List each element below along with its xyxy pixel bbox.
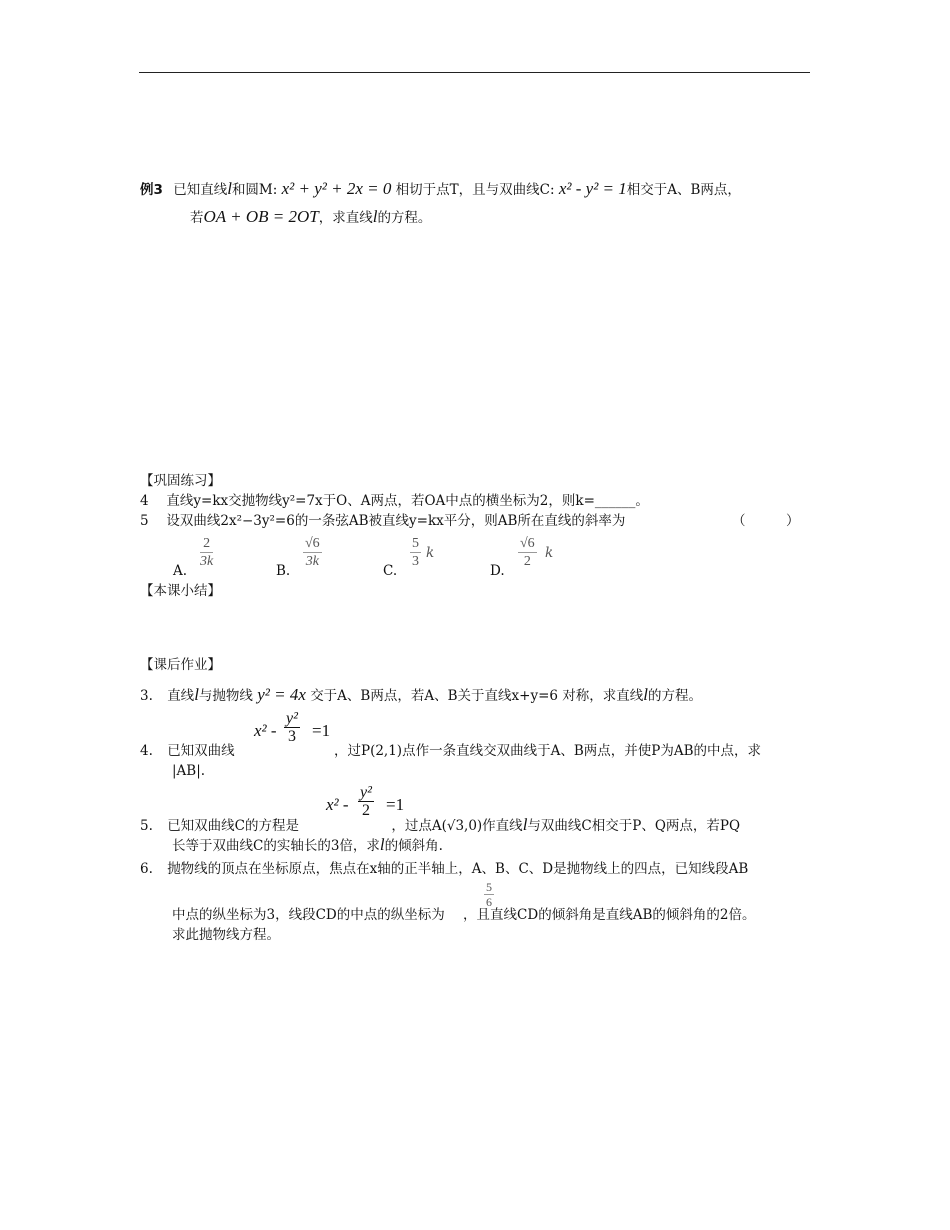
hw4-eq-right: =1 [312,721,331,740]
hw5-eq-right: =1 [386,795,405,814]
text: 抛物线的顶点在坐标原点，焦点在x轴的正半轴上，A、B、C、D是抛物线上的四点，已知线段AB [167,861,749,877]
circle-equation: x² + y² + 2x = 0 [281,179,392,198]
line-symbol-l: l [643,685,649,704]
text: 若 [190,210,204,226]
homework-q5 [140,816,740,835]
numerator: √6 [305,536,320,551]
example3-line1 [140,180,741,199]
hyperbola-equation: x² - y² = 1 [558,179,627,198]
line-symbol-l: l [372,207,378,226]
text: ，且直线CD的倾斜角是直线AB的倾斜角的2倍。 [463,907,756,923]
text: 的方程。 [377,210,432,226]
numerator: 2 [200,535,213,553]
question-number: 4. [140,743,153,759]
denominator: 2 [361,802,370,819]
option-b-letter: B. [276,563,291,579]
homework-q4 [140,742,761,760]
practice-q4: 4 直线y=kx交抛物线y²=7x于O、A两点，若OA中点的横坐标为2，则k=______。 [140,493,649,509]
denominator: 6 [486,895,492,909]
numerator: 5 [486,880,492,894]
denominator: 3 [287,728,296,745]
homework-heading: 【课后作业】 [140,657,221,673]
question-number: 6. [140,861,153,877]
homework-q3 [140,686,702,705]
text: ，过点A(√3,0)作直线 [391,818,523,834]
numerator: 5 [412,536,419,551]
denominator: 3k [200,554,214,569]
line-symbol-l: l [227,179,232,198]
hw5-eq-left: x² - [326,795,349,814]
option-a-letter: A. [173,563,188,579]
header-rule [139,72,810,73]
homework-q6-cont2: 求此抛物线方程。 [172,927,280,943]
text: 已知直线 [173,182,228,198]
text: ，过P(2,1)点作一条直线交双曲线于A、B两点，并使P为AB的中点，求 [333,743,761,759]
denominator: 3k [305,554,319,569]
text: 与抛物线 [198,688,253,704]
denominator: 2 [523,554,531,569]
text: 交于A、B两点，若A、B关于直线x+y=6 对称，求直线 [310,688,644,704]
numerator: y² [286,710,298,727]
option-c-letter: C. [383,563,398,579]
text: 与双曲线C相交于P、Q两点，若PQ [527,818,741,834]
numerator: y² [360,784,372,801]
text: ，求直线 [318,210,373,226]
numerator: √6 [520,536,535,551]
line-symbol-l: l [194,685,199,704]
text: 中点的纵坐标为3，线段CD的中点的纵坐标为 [172,907,445,923]
text: 直线 [167,688,195,704]
option-c-fraction [410,535,421,570]
question-number: 5. [140,818,153,834]
answer-paren: （ ） [732,513,800,529]
line-symbol-l: l [379,835,385,854]
homework-q5-cont [172,836,443,855]
text: 长等于双曲线C的实轴长的3倍，求 [172,838,380,854]
question-number: 3. [140,688,153,704]
vector-equation: OA + OB = 2OT [203,207,319,226]
parabola-equation: y² = 4x [257,685,306,704]
hw4-eq-left: x² - [254,721,277,740]
text: 相交于A、B两点， [626,182,741,198]
text: 相切于点T，且与双曲线C: [395,182,555,198]
text: 已知双曲线C的方程是 [167,818,300,834]
example-label: 例3 [140,182,163,198]
hw5-eq-fraction [358,784,374,819]
homework-q4-cont: |AB|. [172,763,206,779]
text: 的倾斜角. [384,838,443,854]
hw4-eq-fraction [284,710,300,745]
homework-q6 [140,860,748,878]
option-c-suffix: k [426,545,435,561]
practice-q5: 5 设双曲线2x²−3y²=6的一条弦AB被直线y=kx平分，则AB所在直线的斜率为 [140,513,626,529]
option-d-suffix: k [545,545,554,561]
text: 的方程。 [648,688,703,704]
text: 和圆M: [231,182,278,198]
practice-heading: 【巩固练习】 [140,473,221,489]
summary-heading: 【本课小结】 [140,583,221,599]
homework-q6-cont [172,906,755,924]
line-symbol-l: l [522,815,528,834]
option-a-fraction [200,535,213,570]
example3-line2 [190,208,431,227]
denominator: 3 [412,554,419,569]
option-d-letter: D. [490,563,505,579]
option-b-fraction [303,535,322,570]
hw6-fraction [484,880,494,909]
option-d-fraction [518,535,537,570]
text: 已知双曲线 [167,743,235,759]
